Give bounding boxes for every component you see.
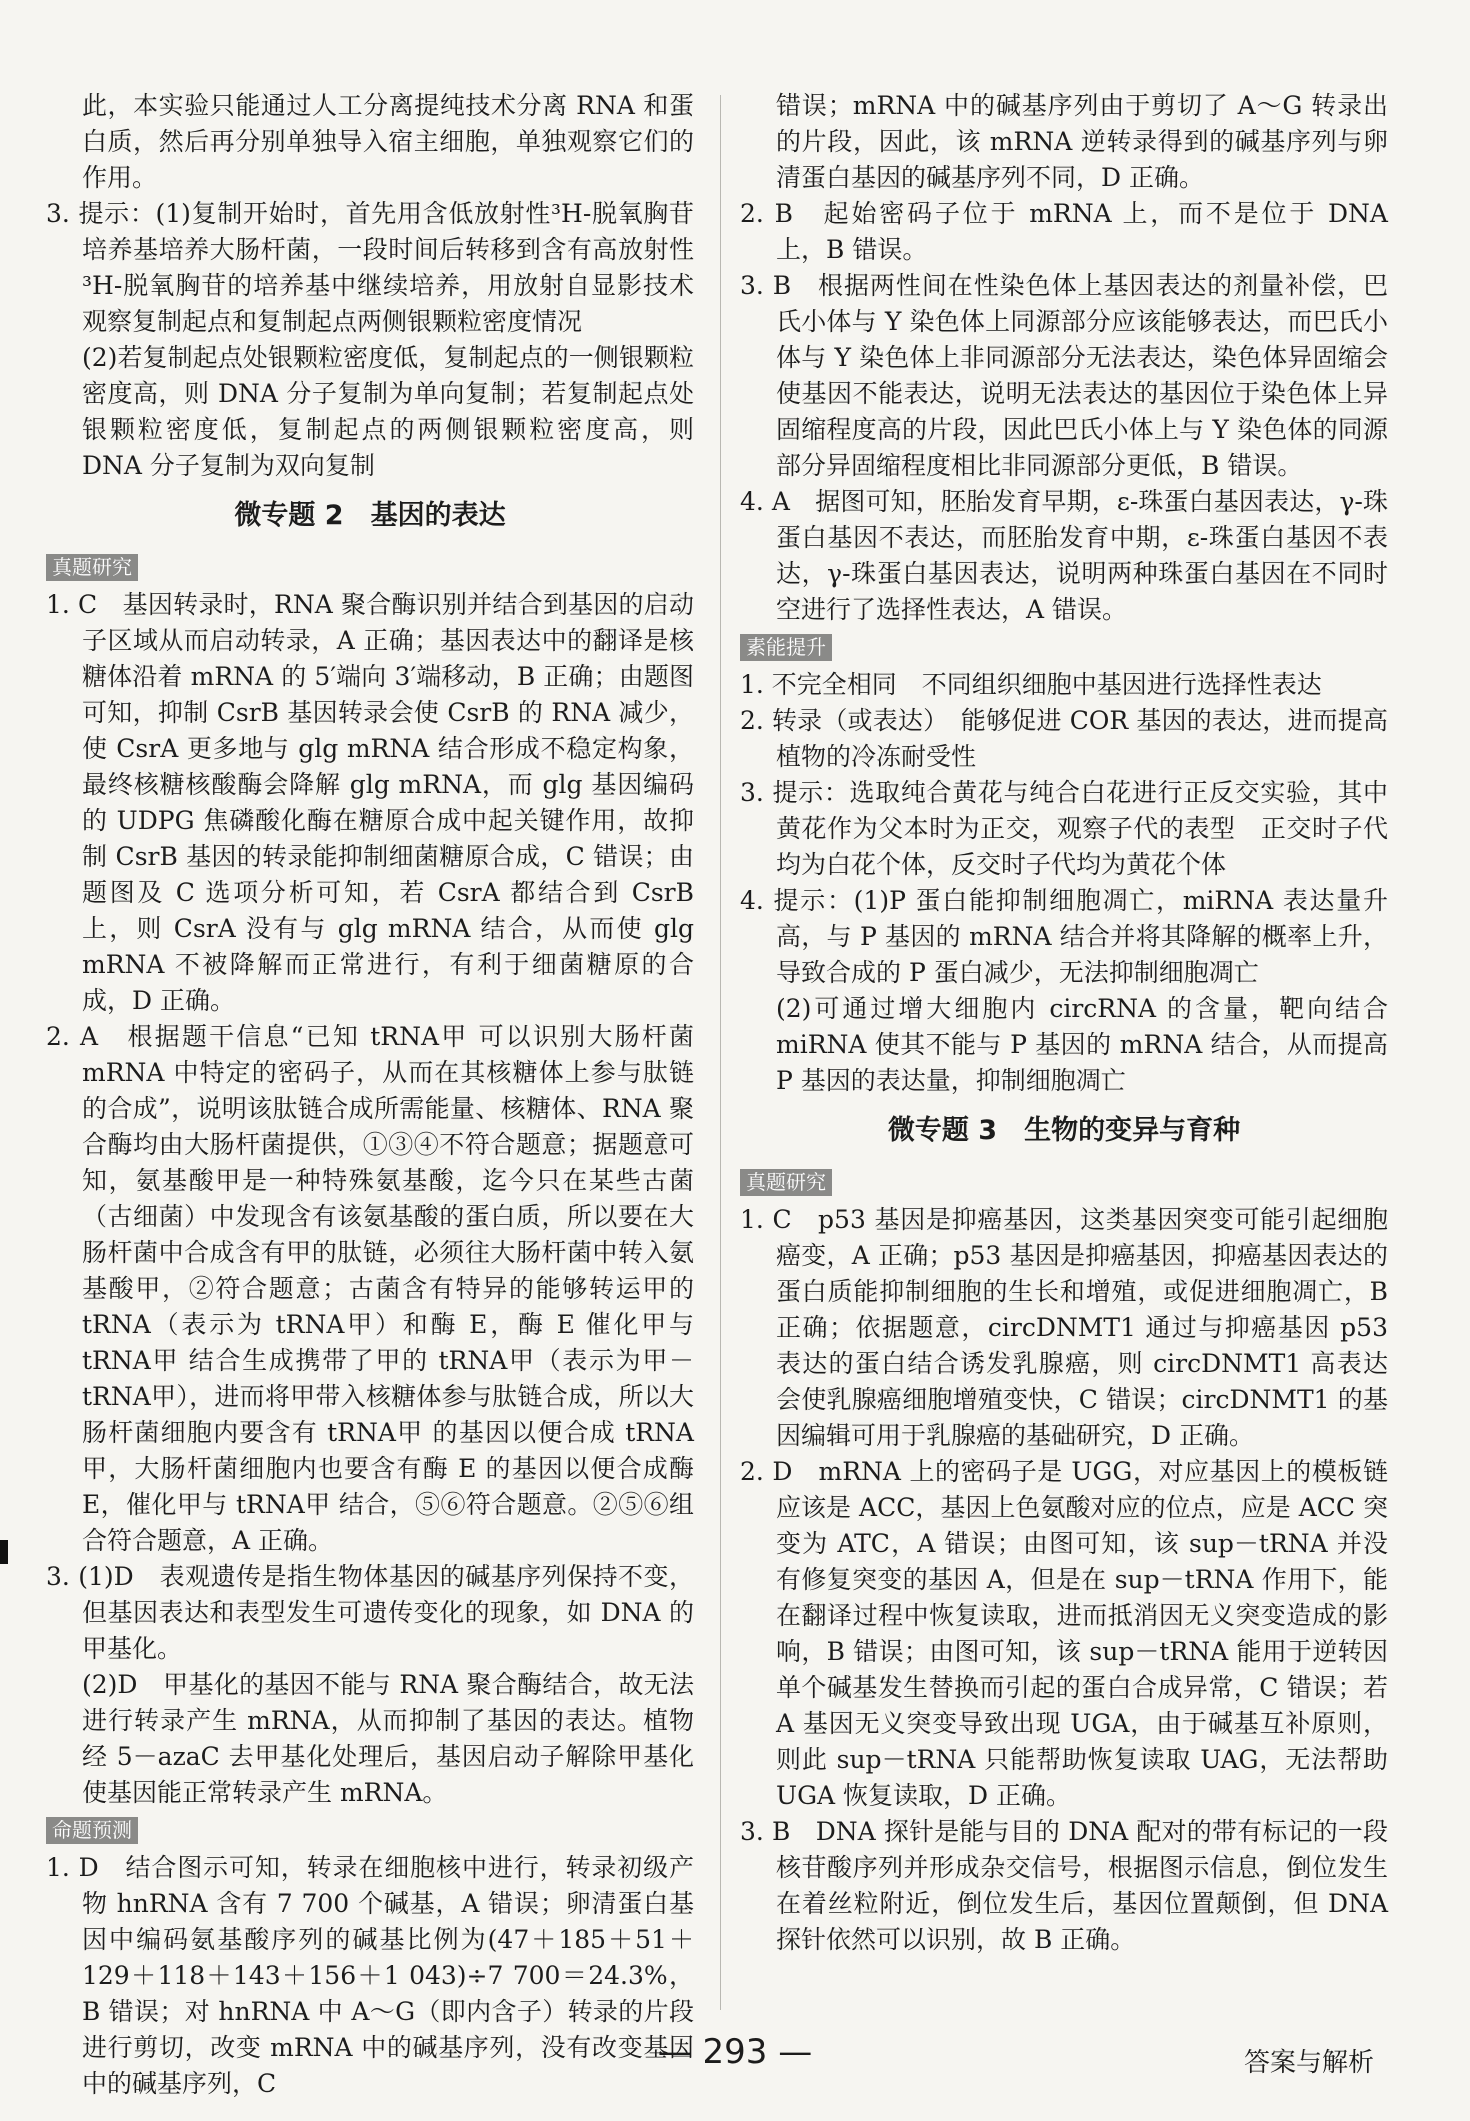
- answer-item: 2. A 根据题干信息“已知 tRNA甲 可以识别大肠杆菌 mRNA 中特定的密码子，从而在其核糖体上参与肽链的合成”，说明该肽链合成所需能量、核糖体、RNA 聚合酶均由大肠杆菌提供，①③④不符合题意；据题意可知，氨基酸甲是一种特殊氨基酸，迄今只在某些古菌（古细菌）中发现含有该氨基酸的蛋白质，所以要在大肠杆菌中合成含有甲的肽链，必须往大肠杆菌中转入氨基酸甲，②符合题意；古菌含有特异的能够转运甲的 tRNA（表示为 tRNA甲）和酶 E，酶 E 催化甲与 tRNA甲 结合生成携带了甲的 tRNA甲（表示为甲－tRNA甲），进而将甲带入核糖体参与肽链合成，所以大肠杆菌细胞内要含有 tRNA甲 的基因以便合成 tRNA甲，大肠杆菌细胞内也要含有酶 E 的基因以便合成酶 E，催化甲与 tRNA甲 结合，⑤⑥符合题意。②⑤⑥组合符合题意，A 正确。: [46, 1022, 694, 1555]
- paragraph: 错误；mRNA 中的碱基序列由于剪切了 A～G 转录出的片段，因此，该 mRNA 逆转录得到的碱基序列与卵清蛋白基因的碱基序列不同，D 正确。: [776, 91, 1388, 192]
- answer-item: 2. 转录（或表达） 能够促进 COR 基因的表达，进而提高植物的冷冻耐受性: [740, 706, 1388, 771]
- answer-item: 3. (1)D 表观遗传是指生物体基因的碱基序列保持不变，但基因表达和表型发生可遗传变化的现象，如 DNA 的甲基化。: [46, 1562, 694, 1663]
- section-tag: 命题预测: [46, 1817, 138, 1844]
- answer-item: 4. A 据图可知，胚胎发育早期，ε-珠蛋白基因表达，γ-珠蛋白基因不表达，而胚胎发育中期，ε-珠蛋白基因不表达，γ-珠蛋白基因表达，说明两种珠蛋白基因在不同时空进行了选择性表达，A 错误。: [740, 487, 1388, 624]
- answer-item: 1. 不完全相同 不同组织细胞中基因进行选择性表达: [740, 670, 1322, 699]
- paragraph: (2)可通过增大细胞内 circRNA 的含量，靶向结合 miRNA 使其不能与 P 基因的 mRNA 结合，从而提高 P 基因的表达量，抑制细胞凋亡: [776, 994, 1388, 1095]
- paragraph: (2)若复制起点处银颗粒密度低，复制起点的一侧银颗粒密度高，则 DNA 分子复制为单向复制；若复制起点处银颗粒密度低，复制起点的两侧银颗粒密度高，则 DNA 分子复制为双向复制: [82, 343, 694, 480]
- answer-item: 1. C 基因转录时，RNA 聚合酶识别并结合到基因的启动子区域从而启动转录，A 正确；基因表达中的翻译是核糖体沿着 mRNA 的 5′端向 3′端移动，B 正确；由题图可知，抑制 CsrB 基因转录会使 CsrB 的 RNA 减少，使 CsrA 更多地与 glg mRNA 结合形成不稳定构象，最终核糖核酸酶会降解 glg mRNA，而 glg 基因编码的 UDPG 焦磷酸化酶在糖原合成中起关键作用，故抑制 CsrB 基因的转录能抑制细菌糖原合成，C 错误；由题图及 C 选项分析可知，若 CsrA 都结合到 CsrB 上，则 CsrA 没有与 glg mRNA 结合，从而使 glg mRNA 不被降解而正常进行，有利于细菌糖原的合成，D 正确。: [46, 590, 694, 1015]
- answer-item: 3. 提示：选取纯合黄花与纯合白花进行正反交实验，其中黄花作为父本时为正交，观察子代的表型 正交时子代均为白花个体，反交时子代均为黄花个体: [740, 778, 1388, 879]
- answer-item: 1. C p53 基因是抑癌基因，这类基因突变可能引起细胞癌变，A 正确；p53 基因是抑癌基因，抑癌基因表达的蛋白质能抑制细胞的生长和增殖，或促进细胞凋亡，B 正确；依据题意，circDNMT1 通过与抑癌基因 p53 表达的蛋白结合诱发乳腺癌，则 circDNMT1 高表达会使乳腺癌细胞增殖变快，C 错误；circDNMT1 的基因编辑可用于乳腺癌的基础研究，D 正确。: [740, 1205, 1388, 1450]
- footer-label: 答案与解析: [1243, 2048, 1374, 2078]
- margin-mark: [0, 1540, 8, 1564]
- answer-item: 3. B 根据两性间在性染色体上基因表达的剂量补偿，巴氏小体与 Y 染色体上同源部分应该能够表达，而巴氏小体与 Y 染色体上非同源部分无法表达，染色体异固缩会使基因不能表达，说明无法表达的基因位于染色体上异固缩程度高的片段，因此巴氏小体上与 Y 染色体的同源部分异固缩程度相比非同源部分更低，B 错误。: [740, 271, 1388, 480]
- section-title: 微专题 2 基因的表达: [234, 500, 506, 531]
- answer-item: 3. B DNA 探针是能与目的 DNA 配对的带有标记的一段核苷酸序列并形成杂交信号，根据图示信息，倒位发生在着丝粒附近，倒位发生后，基因位置颠倒，但 DNA 探针依然可以识别，故 B 正确。: [740, 1817, 1388, 1954]
- section-tag: 真题研究: [46, 554, 138, 581]
- answer-item: 3. 提示：(1)复制开始时，首先用含低放射性³H-脱氧胸苷培养基培养大肠杆菌，一段时间后转移到含有高放射性³H-脱氧胸苷的培养基中继续培养，用放射自显影技术观察复制起点和复制起点两侧银颗粒密度情况: [46, 199, 694, 336]
- answer-item: 2. B 起始密码子位于 mRNA 上，而不是位于 DNA 上，B 错误。: [740, 199, 1388, 264]
- right-column: [740, 88, 1388, 1958]
- answer-item: 2. D mRNA 上的密码子是 UGG，对应基因上的模板链应该是 ACC，基因上色氨酸对应的位点，应是 ACC 突变为 ATC，A 错误；由图可知，该 sup－tRNA 并没有修复突变的基因 A，但是在 sup－tRNA 作用下，能在翻译过程中恢复读取，进而抵消因无义突变造成的影响，B 错误；由图可知，该 sup－tRNA 能用于逆转因单个碱基发生替换而引起的蛋白合成异常，C 错误；若 A 基因无义突变导致出现 UGA，由于碱基互补原则，则此 sup－tRNA 只能帮助恢复读取 UAG，无法帮助 UGA 恢复读取，D 正确。: [740, 1457, 1388, 1810]
- column-divider: [720, 95, 721, 2010]
- section-tag: 真题研究: [740, 1169, 832, 1196]
- answer-item: 1. D 结合图示可知，转录在细胞核中进行，转录初级产物 hnRNA 含有 7 700 个碱基，A 错误；卵清蛋白基因中编码氨基酸序列的碱基比例为(47＋185＋51＋129＋118＋143＋156＋1 043)÷7 700＝24.3%，B 错误；对 hnRNA 中 A～G（即内含子）转录的片段进行剪切，改变 mRNA 中的碱基序列，没有改变基因中的碱基序列，C: [46, 1853, 694, 2098]
- section-title: 微专题 3 生物的变异与育种: [887, 1115, 1241, 1146]
- answer-item: 4. 提示：(1)P 蛋白能抑制细胞凋亡，miRNA 表达量升高，与 P 基因的 mRNA 结合并将其降解的概率上升，导致合成的 P 蛋白减少，无法抑制细胞凋亡: [740, 886, 1388, 987]
- paragraph: (2)D 甲基化的基因不能与 RNA 聚合酶结合，故无法进行转录产生 mRNA，从而抑制了基因的表达。植物经 5－azaC 去甲基化处理后，基因启动子解除甲基化使基因能正常转录产生 mRNA。: [82, 1670, 694, 1807]
- paragraph: 此，本实验只能通过人工分离提纯技术分离 RNA 和蛋白质，然后再分别单独导入宿主细胞，单独观察它们的作用。: [82, 91, 694, 192]
- left-column: [46, 88, 694, 2102]
- section-tag: 素能提升: [740, 634, 832, 661]
- page-number: — 293 —: [657, 2032, 813, 2072]
